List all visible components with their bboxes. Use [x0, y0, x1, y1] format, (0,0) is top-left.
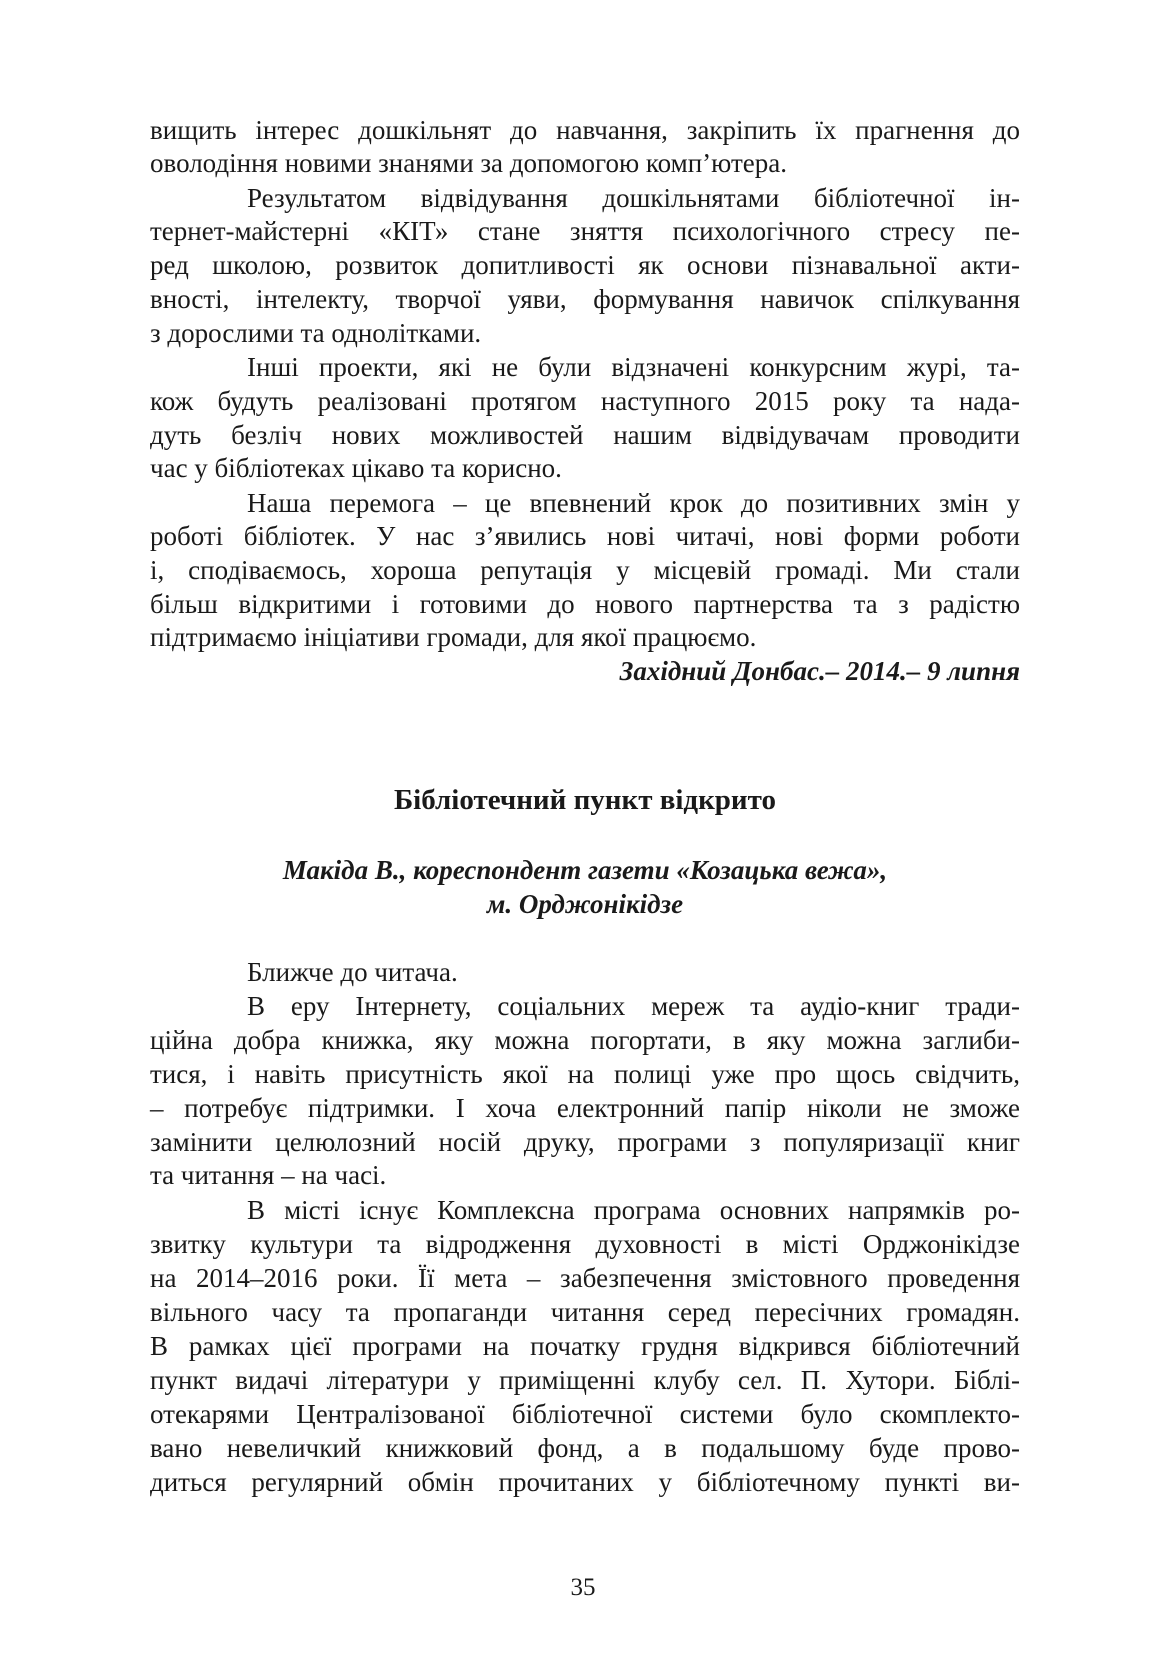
page-number: 35 [570, 1574, 596, 1601]
paragraph-line: Наша перемога – це впевнений крок до позитивних змін у [247, 488, 1020, 518]
paragraph-line: вано невеличкий книжковий фонд, а в подальшому буде прово- [150, 1433, 1020, 1463]
paragraph-line: Результатом відвідування дошкільнятами бібліотечної ін- [247, 183, 1020, 213]
paragraph-line: тися, і навіть присутність якої на полиці уже про щось свідчить, [150, 1059, 1020, 1089]
paragraph-line: вільного часу та пропаганди читання серед пересічних громадян. [150, 1297, 1020, 1327]
paragraph-line: Ближче до читача. [247, 957, 458, 987]
source-citation: Західний Донбас.– 2014.– 9 липня [619, 656, 1020, 686]
paragraph-line: ред школою, розвиток допитливості як основи пізнавальної акти- [150, 250, 1020, 280]
paragraph-line: замінити целюлозний носій друку, програми з популяризації книг [150, 1127, 1020, 1157]
author-line: Макіда В., кореспондент газети «Козацька вежа», [282, 855, 888, 885]
paragraph-line: В рамках цієї програми на початку грудня відкрився бібліотечний [150, 1331, 1020, 1361]
paragraph-line: звитку культури та відродження духовності в місті Орджонікідзе [150, 1229, 1020, 1259]
paragraph-line: дуть безліч нових можливостей нашим відвідувачам проводити [150, 420, 1020, 450]
paragraph-line: Інші проекти, які не були відзначені конкурсним журі, та- [247, 352, 1020, 382]
paragraph-line: і, сподіваємось, хороша репутація у місцевій громаді. Ми стали [150, 555, 1020, 585]
paragraph-line: оволодіння новими знанями за допомогою комп’ютера. [150, 148, 787, 178]
paragraph-line: – потребує підтримки. І хоча електронний папір ніколи не зможе [150, 1093, 1020, 1123]
paragraph-line: підтримаємо ініціативи громади, для якої працюємо. [150, 622, 757, 652]
paragraph-line: ційна добра книжка, яку можна погортати, в яку можна заглиби- [150, 1025, 1020, 1055]
author-location: м. Орджонікідзе [486, 889, 684, 919]
paragraph-line: роботі бібліотек. У нас з’явились нові читачі, нові форми роботи [150, 521, 1020, 551]
paragraph-line: диться регулярний обмін прочитаних у бібліотечному пункті ви- [150, 1467, 1020, 1497]
article-title: Бібліотечний пункт відкрито [394, 784, 776, 816]
paragraph-line: кож будуть реалізовані протягом наступного 2015 року та нада- [150, 386, 1020, 416]
paragraph-line: час у бібліотеках цікаво та корисно. [150, 453, 562, 483]
paragraph-line: В еру Інтернету, соціальних мереж та аудіо-книг тради- [247, 991, 1020, 1021]
paragraph-line: більш відкритими і готовими до нового партнерства та з радістю [150, 589, 1020, 619]
paragraph-line: В місті існує Комплексна програма основних напрямків ро- [247, 1195, 1020, 1225]
paragraph-line: та читання – на часі. [150, 1160, 387, 1190]
paragraph-line: вищить інтерес дошкільнят до навчання, закріпить їх прагнення до [150, 115, 1020, 145]
paragraph-line: тернет-майстерні «КІТ» стане зняття психологічного стресу пе- [150, 216, 1020, 246]
paragraph-line: вності, інтелекту, творчої уяви, формування навичок спілкування [150, 284, 1020, 314]
paragraph-line: пункт видачі літератури у приміщенні клубу сел. П. Хутори. Біблі- [150, 1365, 1020, 1395]
paragraph-line: отекарями Централізованої бібліотечної системи було скомплекто- [150, 1399, 1020, 1429]
paragraph-line: на 2014–2016 роки. Її мета – забезпечення змістовного проведення [150, 1263, 1020, 1293]
paragraph-line: з дорослими та однолітками. [150, 318, 482, 348]
